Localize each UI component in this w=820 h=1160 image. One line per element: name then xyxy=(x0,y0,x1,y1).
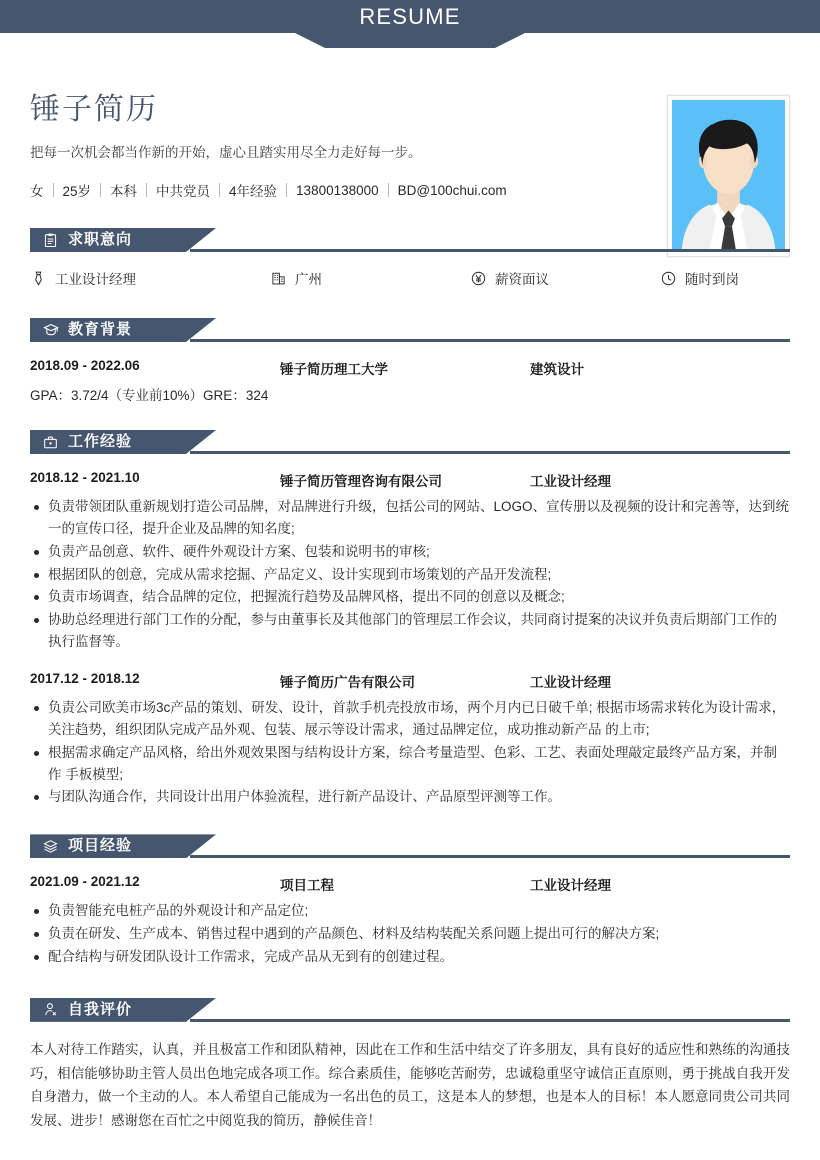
section-work-experience xyxy=(0,430,820,808)
project-entries xyxy=(30,874,790,968)
building-icon xyxy=(270,270,286,286)
briefcase-icon xyxy=(42,434,59,451)
section-header-work xyxy=(30,430,790,454)
entry-bullet-list xyxy=(30,900,790,968)
clock-icon xyxy=(660,270,676,286)
job-intention-label: 随时到岗 xyxy=(685,272,739,287)
section-header-label xyxy=(30,998,132,1022)
meta-item: 中共党员 xyxy=(156,184,211,199)
graduation-cap-icon xyxy=(42,322,59,339)
bullet-item: 负责智能充电桩产品的外观设计和产品定位; xyxy=(30,900,790,922)
candidate-name: 锤子简历 xyxy=(30,93,158,126)
section-job-intention xyxy=(0,228,820,296)
section-self-evaluation xyxy=(0,998,820,1133)
entry-role: 工业设计经理 xyxy=(530,675,611,691)
entry-period: 2018.09 - 2022.06 xyxy=(30,358,140,373)
clipboard-icon xyxy=(42,232,59,249)
tie-icon xyxy=(30,270,46,286)
job-intention-label: 薪资面议 xyxy=(495,272,549,287)
bullet-item: 与团队沟通合作，共同设计出用户体验流程，进行新产品设计、产品原型评测等工作。 xyxy=(30,786,790,808)
meta-item: 女 xyxy=(30,184,44,199)
job-intention-label: 广州 xyxy=(295,272,322,287)
job-intention-items xyxy=(30,268,790,296)
entry-major: 建筑设计 xyxy=(530,362,584,377)
section-header-label xyxy=(30,430,132,454)
job-intention-label: 工业设计经理 xyxy=(55,272,136,287)
entry-bullet-list xyxy=(30,496,790,653)
entry-company: 锤子简历广告有限公司 xyxy=(280,675,415,691)
top-banner xyxy=(0,0,820,48)
entry-header xyxy=(30,470,790,490)
entry-role: 工业设计经理 xyxy=(530,474,611,489)
section-header-job-intention xyxy=(30,228,790,252)
entry-company: 锤子简历管理咨询有限公司 xyxy=(280,474,442,489)
section-projects xyxy=(0,834,820,968)
bullet-item: 根据团队的创意，完成从需求挖掘、产品定义、设计实现到市场策划的产品开发流程; xyxy=(30,564,790,586)
yen-circle-icon xyxy=(470,270,486,286)
section-header-projects xyxy=(30,834,790,858)
person-icon xyxy=(42,1001,59,1018)
entry xyxy=(30,358,790,404)
bullet-item: 负责市场调查，结合品牌的定位，把握流行趋势及品牌风格，提出不同的创意以及概念; xyxy=(30,586,790,608)
entry-period: 2021.09 - 2021.12 xyxy=(30,874,140,890)
bullet-item: 负责产品创意、软件、硬件外观设计方案、包装和说明书的审核; xyxy=(30,541,790,563)
section-title: 项目经验 xyxy=(68,837,133,855)
entry-header xyxy=(30,671,790,691)
bullet-item: 负责在研发、生产成本、销售过程中遇到的产品颜色、材料及结构装配关系问题上提出可行的解决方案; xyxy=(30,923,790,945)
work-entries xyxy=(30,470,790,808)
entry-bullet-list xyxy=(30,697,790,808)
entry-role: 工业设计经理 xyxy=(530,878,611,894)
entry-header xyxy=(30,874,790,894)
meta-item: 本科 xyxy=(110,184,138,199)
section-title: 求职意向 xyxy=(68,231,133,248)
section-header-rule xyxy=(190,249,790,252)
job-intention-item xyxy=(270,268,470,288)
candidate-meta-list xyxy=(30,180,516,200)
bullet-item: 负责带领团队重新规划打造公司品牌，对品牌进行升级，包括公司的网站、LOGO、宣传册以及视频的设计和完善等，达到统一的宣传口径，提升企业及品牌的知名度; xyxy=(30,496,790,540)
bullet-item: 负责公司欧美市场3c产品的策划、研发、设计，首款手机壳投放市场，两个月内已日破千单; 根据市场需求转化为设计需求，关注趋势，组织团队完成产品外观、包装、展示等设计需求，通过品牌定位，成功推动新产品 的上市; xyxy=(30,697,790,741)
section-header-rule xyxy=(190,451,790,454)
section-header-rule xyxy=(190,339,790,342)
section-title: 教育背景 xyxy=(68,321,133,338)
layers-icon xyxy=(42,838,59,855)
meta-item: BD@100chui.com xyxy=(397,182,507,198)
section-header-education xyxy=(30,318,790,342)
entry-name: 项目工程 xyxy=(280,878,334,894)
section-header-label xyxy=(30,318,132,342)
education-entries xyxy=(30,358,790,404)
entry-detail: GPA：3.72/4（专业前10%）GRE：324 xyxy=(30,388,269,403)
entry-period: 2017.12 - 2018.12 xyxy=(30,671,140,687)
entry xyxy=(30,874,790,968)
section-header-rule xyxy=(190,1019,790,1022)
job-intention-item xyxy=(470,268,660,288)
job-intention-item xyxy=(30,268,270,288)
section-title: 工作经验 xyxy=(68,433,133,450)
resume-header xyxy=(0,48,820,228)
self-evaluation-text: 本人对待工作踏实，认真，并且极富工作和团队精神，因此在工作和生活中结交了许多朋友，具有良好的适应性和熟练的沟通技巧，相信能够协助主管人员出色地完成各项工作。综合素质佳，能够吃苦耐劳，忠诚稳重坚守诚信正直原则，勇于挑战自我开发自身潜力，做一个主动的人。本人希望自己能成为一名出色的员工，这是本人的梦想，也是本人的目标！本人愿意同贵公司共同发展、进步！感谢您在百忙之中阅览我的简历，静候佳音！ xyxy=(30,1041,790,1128)
meta-item: 25岁 xyxy=(62,184,92,199)
section-title: 自我评价 xyxy=(68,1000,133,1018)
meta-item: 4年经验 xyxy=(229,184,278,199)
bullet-item: 根据需求确定产品风格，给出外观效果图与结构设计方案，综合考量造型、色彩、工艺、表面处理敲定最终产品方案，并制作 手板模型; xyxy=(30,742,790,786)
candidate-tagline: 把每一次机会都当作新的开始，虚心且踏实用尽全力走好每一步。 xyxy=(30,145,422,160)
section-header-rule xyxy=(190,855,790,858)
section-header-self-evaluation xyxy=(30,998,790,1022)
entry xyxy=(30,470,790,653)
section-header-label xyxy=(30,228,132,252)
banner-title: RESUME xyxy=(359,4,461,29)
bullet-item: 协助总经理进行部门工作的分配，参与由董事长及其他部门的管理层工作会议，共同商讨提案的决议并负责后期部门工作的执行监督等。 xyxy=(30,609,790,653)
meta-item: 13800138000 xyxy=(296,182,379,198)
section-education xyxy=(0,318,820,404)
entry-header xyxy=(30,358,790,378)
entry-period: 2018.12 - 2021.10 xyxy=(30,470,140,485)
job-intention-item xyxy=(660,268,739,288)
entry-school: 锤子简历理工大学 xyxy=(280,362,388,377)
bullet-item: 配合结构与研发团队设计工作需求，完成产品从无到有的创建过程。 xyxy=(30,946,790,968)
entry xyxy=(30,671,790,808)
section-header-label xyxy=(30,834,132,858)
